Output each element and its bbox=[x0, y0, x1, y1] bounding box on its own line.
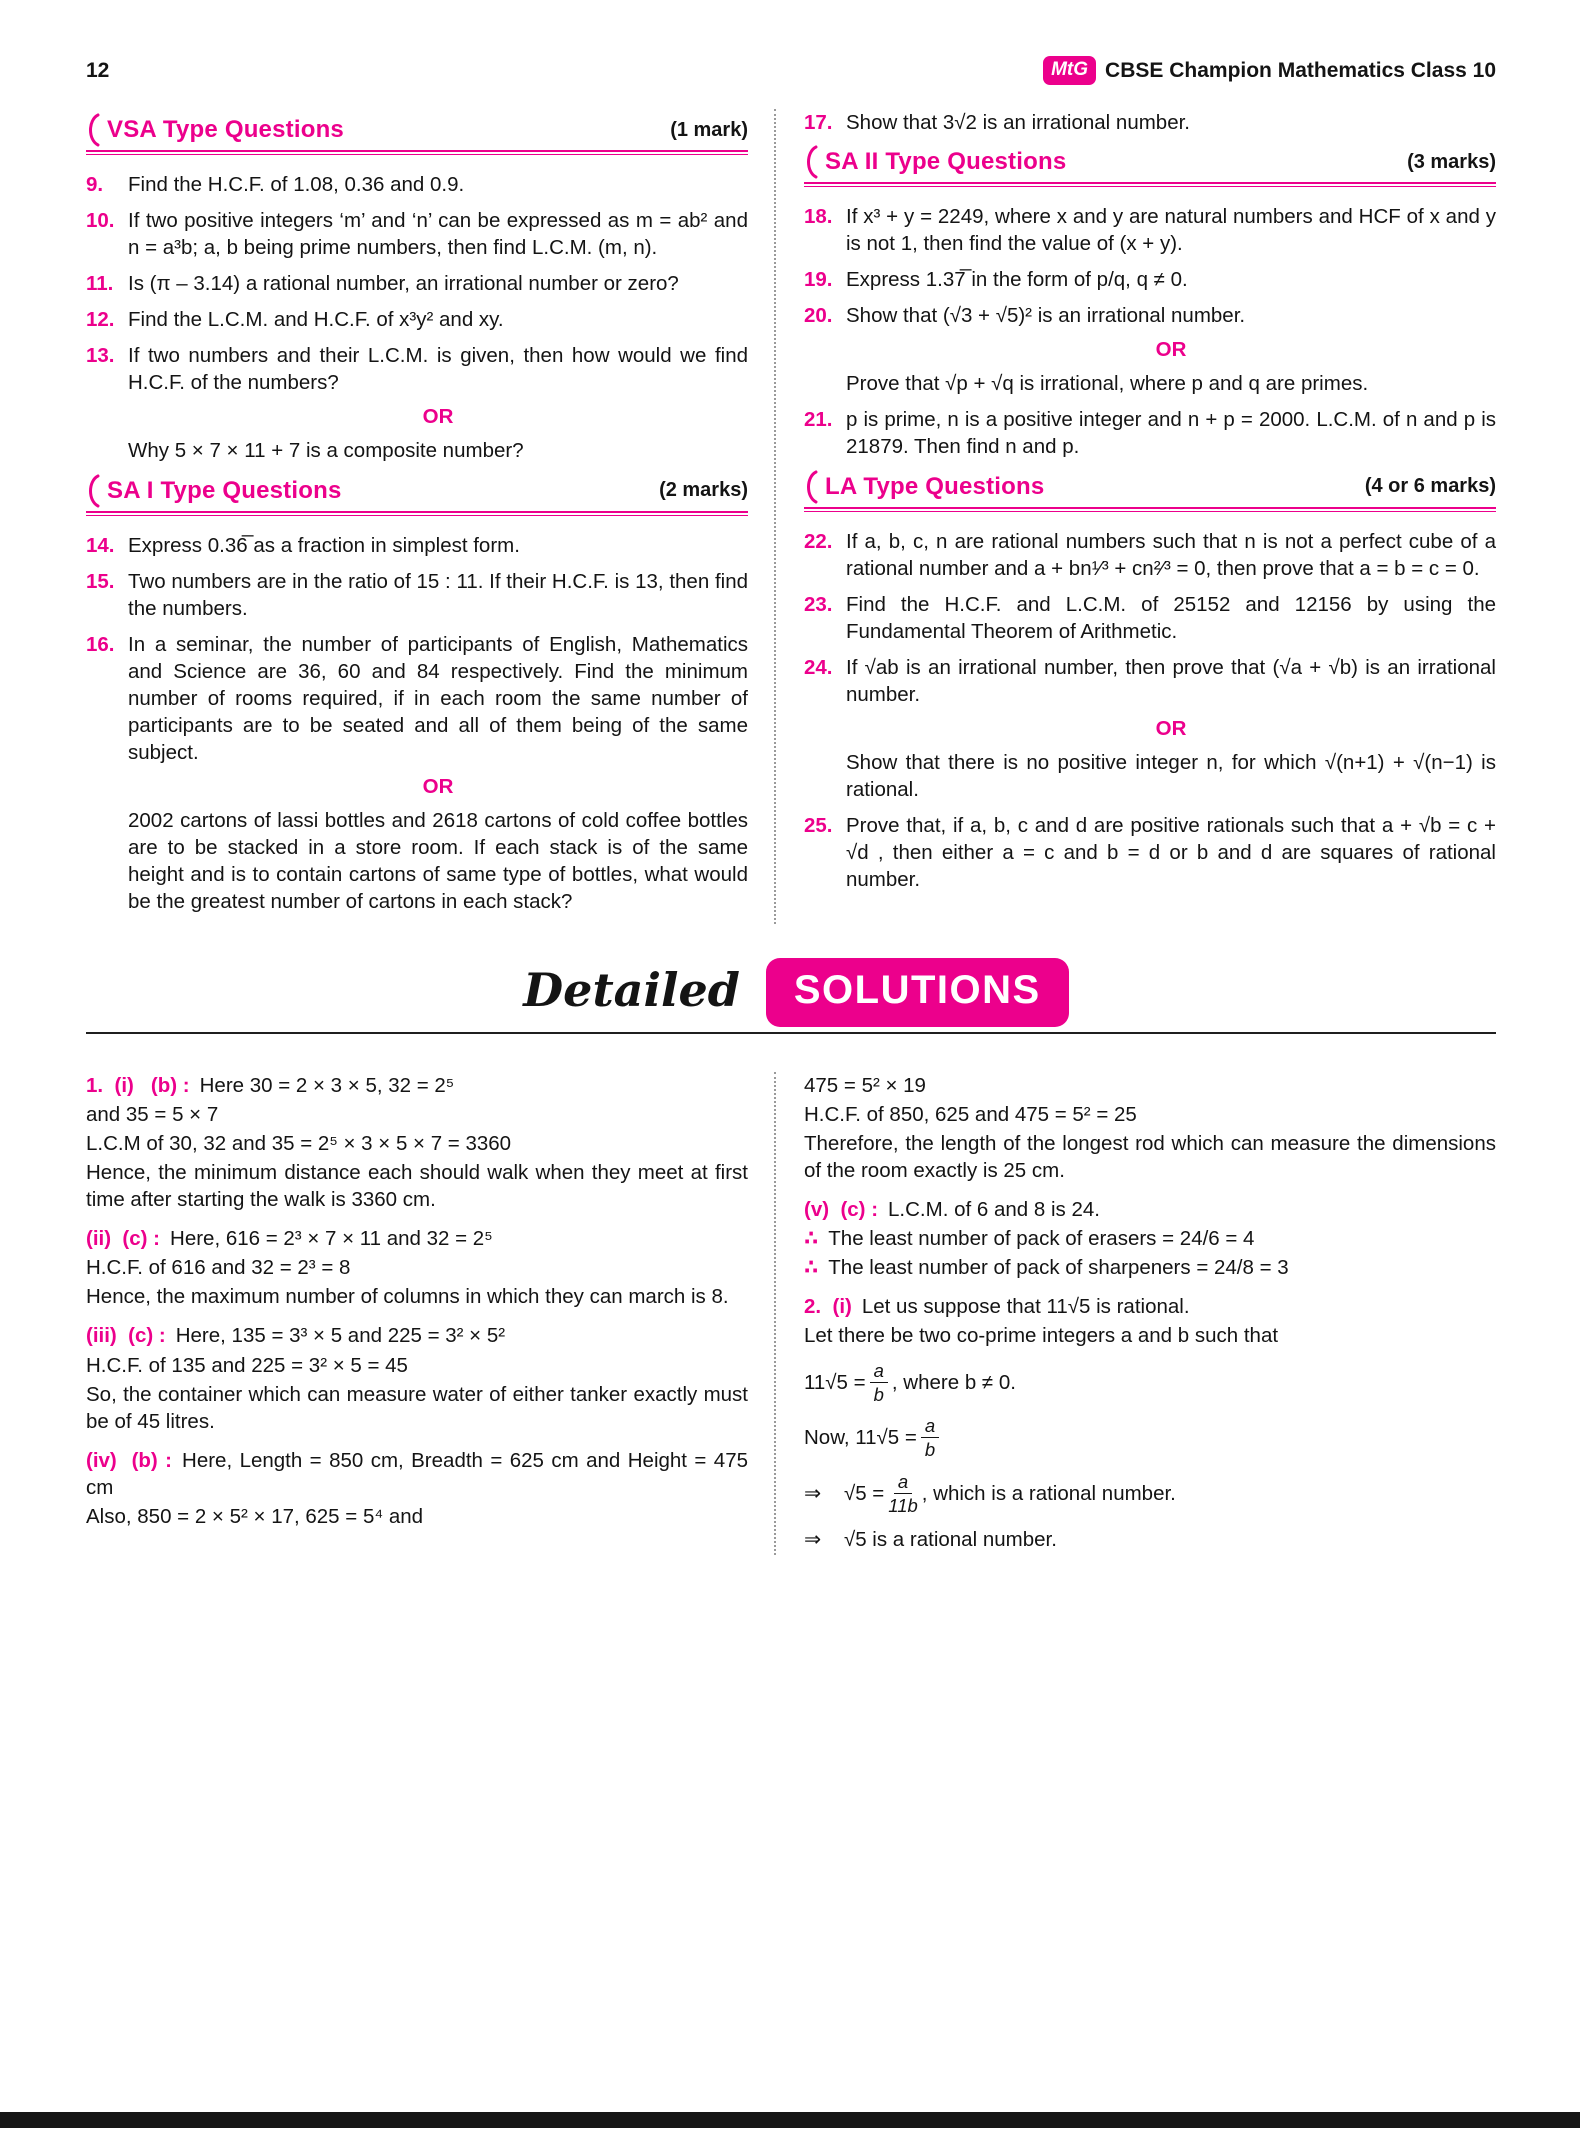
question-number: 13. bbox=[86, 344, 115, 368]
question-number: 22. bbox=[804, 529, 833, 553]
question-text: Two numbers are in the ratio of 15 : 11. If their H.C.F. is 13, then find the numbers. bbox=[128, 569, 748, 620]
solution-line bbox=[86, 1322, 748, 1349]
solution-line bbox=[86, 1254, 748, 1281]
question-text: If a, b, c, n are rational numbers such that n is not a perfect cube of a rational number and a + bn¹⁄³ + cn²⁄³ = 0, then prove that a = b = c = 0. bbox=[846, 529, 1496, 580]
section-header-sa1 bbox=[86, 474, 748, 508]
fraction bbox=[921, 1415, 939, 1461]
section-rule bbox=[804, 182, 1496, 187]
question-number: 14. bbox=[86, 533, 115, 557]
solution-line bbox=[804, 1072, 1496, 1099]
question-alt-text: Prove that √p + √q is irrational, where p and q are primes. bbox=[846, 372, 1369, 396]
solution-line bbox=[86, 1159, 748, 1213]
section-bracket-icon bbox=[86, 474, 100, 508]
solution-text: 475 = 5² × 19 bbox=[804, 1074, 926, 1098]
question-number: 9. bbox=[86, 173, 104, 197]
solution-text: L.C.M of 30, 32 and 35 = 2⁵ × 3 × 5 × 7 = 3360 bbox=[86, 1132, 512, 1156]
page-number: 12 bbox=[86, 58, 110, 82]
therefore-symbol: ∴ bbox=[804, 1256, 819, 1280]
solution-text: Let us suppose that 11√5 is rational. bbox=[861, 1295, 1190, 1319]
question-text: Express 1.37̅ in the form of p/q, q ≠ 0. bbox=[846, 268, 1188, 292]
section-marks: (2 marks) bbox=[659, 479, 748, 502]
detailed-label: Detailed bbox=[513, 960, 750, 1025]
solution-line bbox=[86, 1130, 748, 1157]
solution-line bbox=[86, 1381, 748, 1435]
section-rule bbox=[86, 511, 748, 516]
question-item bbox=[86, 270, 748, 297]
question-item bbox=[86, 171, 748, 198]
solution-text: , which is a rational number. bbox=[921, 1481, 1176, 1505]
mtg-logo: MtG bbox=[1043, 56, 1096, 85]
footer-bar bbox=[0, 2112, 1580, 2128]
question-alt-text: Why 5 × 7 × 11 + 7 is a composite number? bbox=[128, 439, 524, 463]
question-text: Find the H.C.F. and L.C.M. of 25152 and 12156 by using the Fundamental Theorem of Arithmetic. bbox=[846, 592, 1496, 643]
question-item bbox=[804, 266, 1496, 293]
question-text: If x³ + y = 2249, where x and y are natural numbers and HCF of x and y is not 1, then find the value of (x + y). bbox=[846, 205, 1496, 256]
solution-line bbox=[804, 1130, 1496, 1184]
question-text: Find the L.C.M. and H.C.F. of x³y² and xy. bbox=[128, 308, 504, 332]
solution-text: ⇒ √5 = bbox=[804, 1481, 885, 1505]
solution-text: , where b ≠ 0. bbox=[891, 1370, 1016, 1394]
solutions-label: SOLUTIONS bbox=[766, 958, 1069, 1027]
or-label: OR bbox=[1155, 338, 1187, 362]
fraction-numerator: a bbox=[894, 1471, 912, 1494]
fraction-numerator: a bbox=[921, 1415, 939, 1438]
fraction bbox=[870, 1360, 888, 1406]
or-label: OR bbox=[422, 774, 454, 798]
solution-line bbox=[804, 1101, 1496, 1128]
solution-text: The least number of pack of sharpeners = 24/8 = 3 bbox=[828, 1256, 1289, 1280]
question-text: If two numbers and their L.C.M. is given, then how would we find H.C.F. of the numbers? bbox=[128, 344, 748, 395]
solution-step-label: 1. (i) (b) : bbox=[86, 1074, 190, 1098]
question-number: 15. bbox=[86, 569, 115, 593]
solutions-banner bbox=[86, 958, 1496, 1042]
question-item bbox=[804, 591, 1496, 645]
section-rule bbox=[804, 507, 1496, 512]
solution-step-label: (iii) (c) : bbox=[86, 1324, 166, 1348]
solution-text: Here 30 = 2 × 3 × 5, 32 = 2⁵ bbox=[199, 1074, 455, 1098]
solution-line bbox=[86, 1072, 748, 1099]
question-number: 10. bbox=[86, 209, 115, 233]
questions-left-column bbox=[86, 109, 774, 924]
question-number: 19. bbox=[804, 268, 833, 292]
solution-line bbox=[86, 1352, 748, 1379]
section-title: SA II Type Questions bbox=[825, 148, 1067, 176]
solution-line bbox=[86, 1447, 748, 1501]
question-item bbox=[804, 528, 1496, 582]
solution-step-label: (iv) (b) : bbox=[86, 1448, 173, 1472]
question-text: Prove that, if a, b, c and d are positive rationals such that a + √b = c + √d , then either a = c and b = d or b and d are squares of rational number. bbox=[846, 813, 1496, 892]
question-text: p is prime, n is a positive integer and n + p = 2000. L.C.M. of n and p is 21879. Then find n and p. bbox=[846, 408, 1496, 459]
section-bracket-icon bbox=[804, 470, 818, 504]
question-text: Find the H.C.F. of 1.08, 0.36 and 0.9. bbox=[128, 173, 465, 197]
question-number: 16. bbox=[86, 632, 115, 656]
question-text: Is (π – 3.14) a rational number, an irrational number or zero? bbox=[128, 272, 679, 296]
section-header-sa2 bbox=[804, 145, 1496, 179]
solution-line bbox=[86, 1225, 748, 1252]
solution-line bbox=[86, 1503, 748, 1530]
solution-text: Also, 850 = 2 × 5² × 17, 625 = 5⁴ and bbox=[86, 1504, 424, 1528]
solution-line bbox=[804, 1526, 1496, 1553]
solution-line bbox=[804, 1196, 1496, 1223]
question-number: 25. bbox=[804, 813, 833, 837]
section-title: LA Type Questions bbox=[825, 472, 1045, 500]
page-header bbox=[86, 56, 1496, 85]
solution-text: L.C.M. of 6 and 8 is 24. bbox=[888, 1198, 1100, 1222]
solution-text: H.C.F. of 850, 625 and 475 = 5² = 25 bbox=[804, 1103, 1137, 1127]
solutions-area bbox=[86, 1072, 1496, 1555]
questions-area bbox=[86, 109, 1496, 924]
fraction-numerator: a bbox=[870, 1360, 888, 1383]
or-label: OR bbox=[1155, 716, 1187, 740]
solution-line bbox=[804, 1415, 1496, 1461]
solution-line bbox=[804, 1293, 1496, 1320]
solution-text: and 35 = 5 × 7 bbox=[86, 1103, 219, 1127]
question-item bbox=[804, 203, 1496, 257]
or-label: OR bbox=[422, 405, 454, 429]
section-marks: (3 marks) bbox=[1407, 150, 1496, 173]
solution-text: ⇒ √5 is a rational number. bbox=[804, 1528, 1057, 1552]
question-number: 17. bbox=[804, 111, 833, 135]
solution-line bbox=[86, 1101, 748, 1128]
question-item bbox=[804, 109, 1496, 136]
section-marks: (1 mark) bbox=[670, 118, 748, 141]
question-number: 18. bbox=[804, 205, 833, 229]
question-alt-text: 2002 cartons of lassi bottles and 2618 cartons of cold coffee bottles are to be stacked in a store room. If each stack is of the same height and is to contain cartons of same type of bottles, what would be the greatest number of cartons in each stack? bbox=[128, 808, 748, 914]
question-item bbox=[86, 306, 748, 333]
section-rule bbox=[86, 150, 748, 155]
solution-text: Here, 616 = 2³ × 7 × 11 and 32 = 2⁵ bbox=[170, 1227, 493, 1251]
solution-line bbox=[804, 1322, 1496, 1349]
question-text: Show that 3√2 is an irrational number. bbox=[846, 111, 1190, 135]
solutions-left-column bbox=[86, 1072, 774, 1555]
solution-text: 11√5 = bbox=[804, 1370, 866, 1394]
question-number: 11. bbox=[86, 272, 114, 296]
solution-text: The least number of pack of erasers = 24/6 = 4 bbox=[828, 1227, 1255, 1251]
solution-text: Here, 135 = 3³ × 5 and 225 = 3² × 5² bbox=[175, 1324, 506, 1348]
solution-text: H.C.F. of 616 and 32 = 2³ = 8 bbox=[86, 1256, 351, 1280]
section-header-la bbox=[804, 470, 1496, 504]
question-item bbox=[86, 568, 748, 622]
question-text: If two positive integers ‘m’ and ‘n’ can be expressed as m = ab² and n = a³b; a, b being prime numbers, then find L.C.M. (m, n). bbox=[128, 209, 748, 260]
question-item bbox=[86, 207, 748, 261]
solution-text: Now, 11√5 = bbox=[804, 1426, 917, 1450]
question-text: Show that (√3 + √5)² is an irrational number. bbox=[846, 304, 1246, 328]
solutions-right-column bbox=[774, 1072, 1496, 1555]
solution-text: Let there be two co-prime integers a and b such that bbox=[804, 1324, 1279, 1348]
question-number: 12. bbox=[86, 308, 115, 332]
fraction bbox=[888, 1471, 918, 1517]
section-marks: (4 or 6 marks) bbox=[1364, 475, 1496, 498]
question-item bbox=[86, 532, 748, 559]
banner-rule bbox=[86, 1032, 1496, 1034]
solution-text: Hence, the maximum number of columns in which they can march is 8. bbox=[86, 1285, 729, 1309]
question-text: Express 0.36̅ as a fraction in simplest form. bbox=[128, 533, 520, 557]
fraction-denominator: b bbox=[924, 1439, 936, 1461]
section-title: VSA Type Questions bbox=[107, 116, 344, 144]
question-item bbox=[804, 302, 1496, 397]
question-item bbox=[804, 654, 1496, 803]
question-number: 23. bbox=[804, 592, 833, 616]
question-alt-text: Show that there is no positive integer n, for which √(n+1) + √(n−1) is rational. bbox=[846, 750, 1496, 801]
solution-text: So, the container which can measure water of either tanker exactly must be of 45 litres. bbox=[86, 1382, 748, 1433]
section-header-vsa bbox=[86, 113, 748, 147]
solution-text: Therefore, the length of the longest rod which can measure the dimensions of the room exactly is 25 cm. bbox=[804, 1132, 1496, 1183]
solution-line bbox=[86, 1283, 748, 1310]
section-bracket-icon bbox=[804, 145, 818, 179]
section-title: SA I Type Questions bbox=[107, 476, 342, 504]
fraction-denominator: b bbox=[873, 1383, 884, 1405]
solution-line bbox=[804, 1360, 1496, 1406]
question-item bbox=[86, 342, 748, 464]
book-header bbox=[1043, 56, 1496, 85]
solution-line bbox=[804, 1471, 1496, 1517]
question-number: 21. bbox=[804, 408, 833, 432]
solution-text: Here, Length = 850 cm, Breadth = 625 cm and Height = 475 cm bbox=[86, 1448, 749, 1499]
question-item bbox=[86, 631, 748, 915]
question-text: In a seminar, the number of participants of English, Mathematics and Science are 36, 60 and 84 respectively. Find the minimum number of rooms required, if in each room the same number of participants are to be seated and all of them being of the same subject. bbox=[128, 632, 748, 764]
solution-line bbox=[804, 1254, 1496, 1281]
solution-line bbox=[804, 1225, 1496, 1252]
solution-step-label: (v) (c) : bbox=[804, 1198, 879, 1222]
therefore-symbol: ∴ bbox=[804, 1227, 819, 1251]
section-bracket-icon bbox=[86, 113, 100, 147]
questions-right-column bbox=[774, 109, 1496, 924]
fraction-denominator: 11b bbox=[888, 1494, 918, 1516]
solution-text: Hence, the minimum distance each should walk when they meet at first time after starting the walk is 3360 cm. bbox=[86, 1161, 748, 1212]
question-item bbox=[804, 812, 1496, 893]
solution-step-label: (ii) (c) : bbox=[86, 1227, 161, 1251]
question-item bbox=[804, 406, 1496, 460]
question-number: 20. bbox=[804, 304, 833, 328]
solution-step-label: 2. (i) bbox=[804, 1295, 852, 1319]
solution-text: H.C.F. of 135 and 225 = 3² × 5 = 45 bbox=[86, 1353, 408, 1377]
question-text: If √ab is an irrational number, then prove that (√a + √b) is an irrational number. bbox=[846, 655, 1496, 706]
question-number: 24. bbox=[804, 655, 833, 679]
book-title: CBSE Champion Mathematics Class 10 bbox=[1105, 58, 1496, 82]
